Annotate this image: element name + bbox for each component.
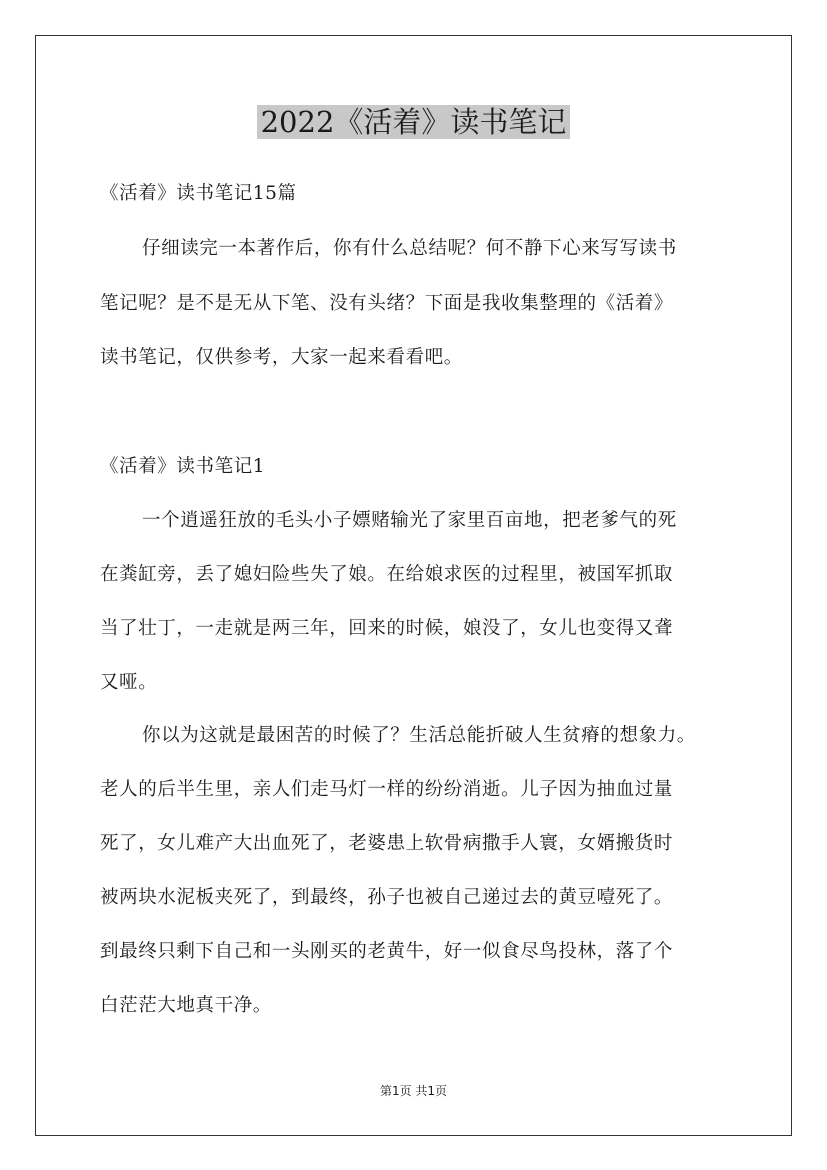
paragraph-line: 老人的后半生里，亲人们走马灯一样的纷纷消逝。儿子因为抽血过量 bbox=[100, 779, 674, 800]
paragraph-line: 当了壮丁，一走就是两三年，回来的时候，娘没了，女儿也变得又聋 bbox=[100, 618, 674, 639]
paragraph-line: 白茫茫大地真干净。 bbox=[100, 995, 272, 1016]
intro-line: 仔细读完一本著作后，你有什么总结呢？何不静下心来写写读书 bbox=[142, 238, 677, 259]
paragraph-line: 死了，女儿难产大出血死了，老婆患上软骨病撒手人寰，女婿搬货时 bbox=[100, 833, 674, 854]
intro-line: 笔记呢？是不是无从下笔、没有头绪？下面是我收集整理的《活着》 bbox=[100, 293, 674, 314]
document-subtitle: 《活着》读书笔记15篇 bbox=[100, 183, 297, 204]
paragraph-line: 又哑。 bbox=[100, 672, 158, 693]
intro-line: 读书笔记，仅供参考，大家一起来看看吧。 bbox=[100, 347, 463, 368]
paragraph-line: 被两块水泥板夹死了，到最终，孙子也被自己递过去的黄豆噎死了。 bbox=[100, 887, 674, 908]
document-title-text: 2022《活着》读书笔记 bbox=[257, 105, 571, 139]
paragraph-line: 到最终只剩下自己和一头刚买的老黄牛，好一似食尽鸟投林，落了个 bbox=[100, 941, 674, 962]
paragraph-line: 在粪缸旁，丢了媳妇险些失了娘。在给娘求医的过程里，被国军抓取 bbox=[100, 564, 674, 585]
paragraph-line: 你以为这就是最困苦的时候了？生活总能折破人生贫瘠的想象力。 bbox=[142, 725, 696, 746]
document-title bbox=[0, 100, 827, 144]
section-heading: 《活着》读书笔记1 bbox=[100, 456, 266, 477]
paragraph-line: 一个逍遥狂放的毛头小子嫖赌输光了家里百亩地，把老爹气的死 bbox=[142, 510, 677, 531]
page-footer: 第1页 共1页 bbox=[379, 1084, 448, 1098]
